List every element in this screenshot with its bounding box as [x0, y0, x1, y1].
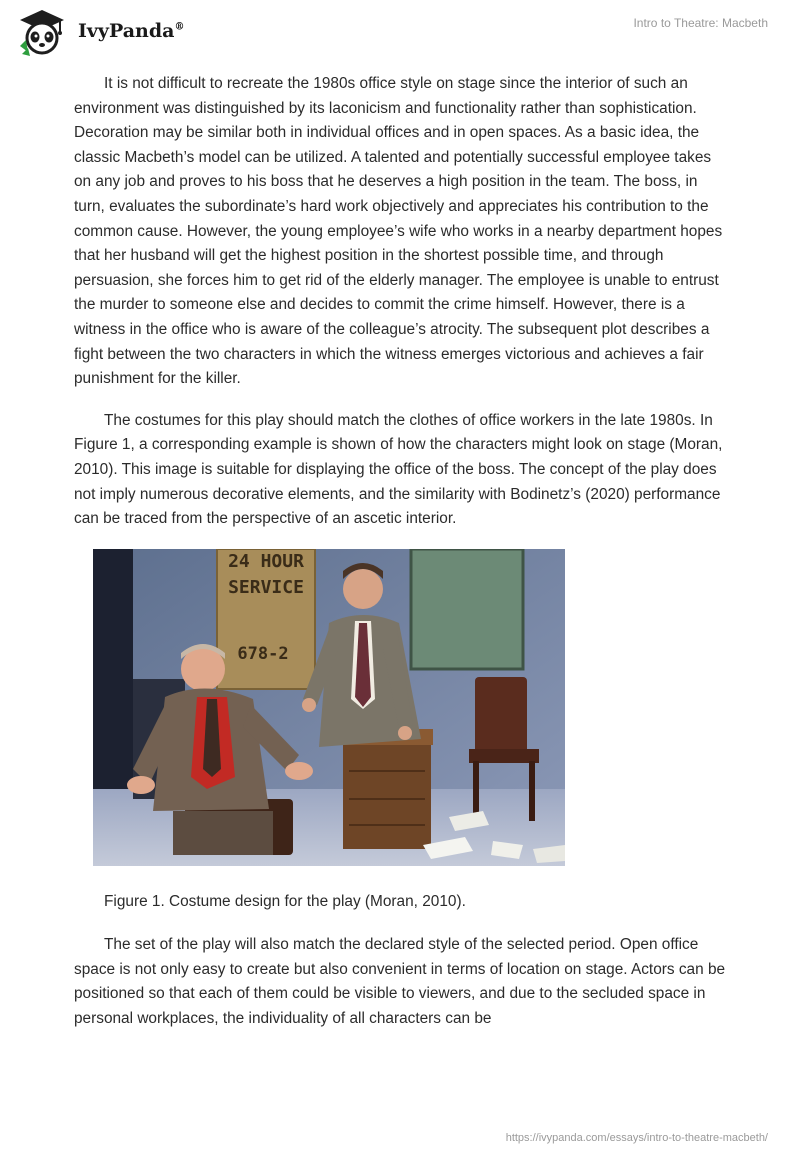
- panda-logo-icon[interactable]: [14, 8, 70, 58]
- sign-text-2: SERVICE: [228, 576, 304, 598]
- sign-text-3: 678-2: [237, 643, 289, 664]
- paragraph-3: The set of the play will also match the declared style of the selected period. Open office space is not only easy to create but also convenient in terms of location on stage. Actors can be positioned so that each of them could be visible to viewers, and due to the secluded space in personal workplaces, the individuality of all characters can be: [74, 936, 726, 1028]
- page-header: [0, 0, 800, 70]
- paragraph-1: It is not difficult to recreate the 1980s office style on stage since the interior of such an environment was distinguished by its laconicism and functionality rather than sophistication. Decoration may be similar both in individual offices and in open spaces. As a basic idea, the classic Macbeth’s model can be utilized. A talented and potentially successful employee takes on any job and proves to his boss that he deserves a high position in the team. The boss, in turn, evaluates the subordinate’s hard work objectively and appreciates his contribution to the common cause. However, the young employee’s wife who works in a nearby department hopes that her husband will get the highest position in the shortest possible time, and through persuasion, she forces him to get rid of the elderly manager. The employee is unable to entrust the murder to someone else and decides to commit the crime himself. However, there is a witness in the office who is aware of the colleague’s atrocity. The subsequent plot describes a fight between the two characters in which the witness emerges victorious and achieves a fair punishment for the killer.: [74, 75, 723, 388]
- essay-body: [74, 72, 726, 1049]
- figure-caption: Figure 1. Costume design for the play (Moran, 2010).: [104, 892, 466, 910]
- sign-text-1: 24 HOUR: [228, 550, 304, 572]
- paragraph-2: The costumes for this play should match the clothes of office workers in the late 1980s. In Figure 1, a corresponding example is shown of how the characters might look on stage (Moran, 2010). This image is suitable for displaying the office of the boss. The concept of the play does not imply numerous decorative elements, and the similarity with Bodinetz’s (2020) performance can be traced from the perspective of an ascetic interior.: [74, 411, 723, 528]
- figure-image: [93, 549, 565, 866]
- document-title: Intro to Theatre: Macbeth: [633, 16, 768, 30]
- brand-text: IvyPanda: [78, 20, 175, 42]
- stage-photo: [93, 549, 565, 866]
- registered-mark: ®: [174, 21, 185, 33]
- footer-url-link[interactable]: https://ivypanda.com/essays/intro-to-theatre-macbeth/: [505, 1132, 768, 1144]
- brand-name[interactable]: [78, 20, 184, 42]
